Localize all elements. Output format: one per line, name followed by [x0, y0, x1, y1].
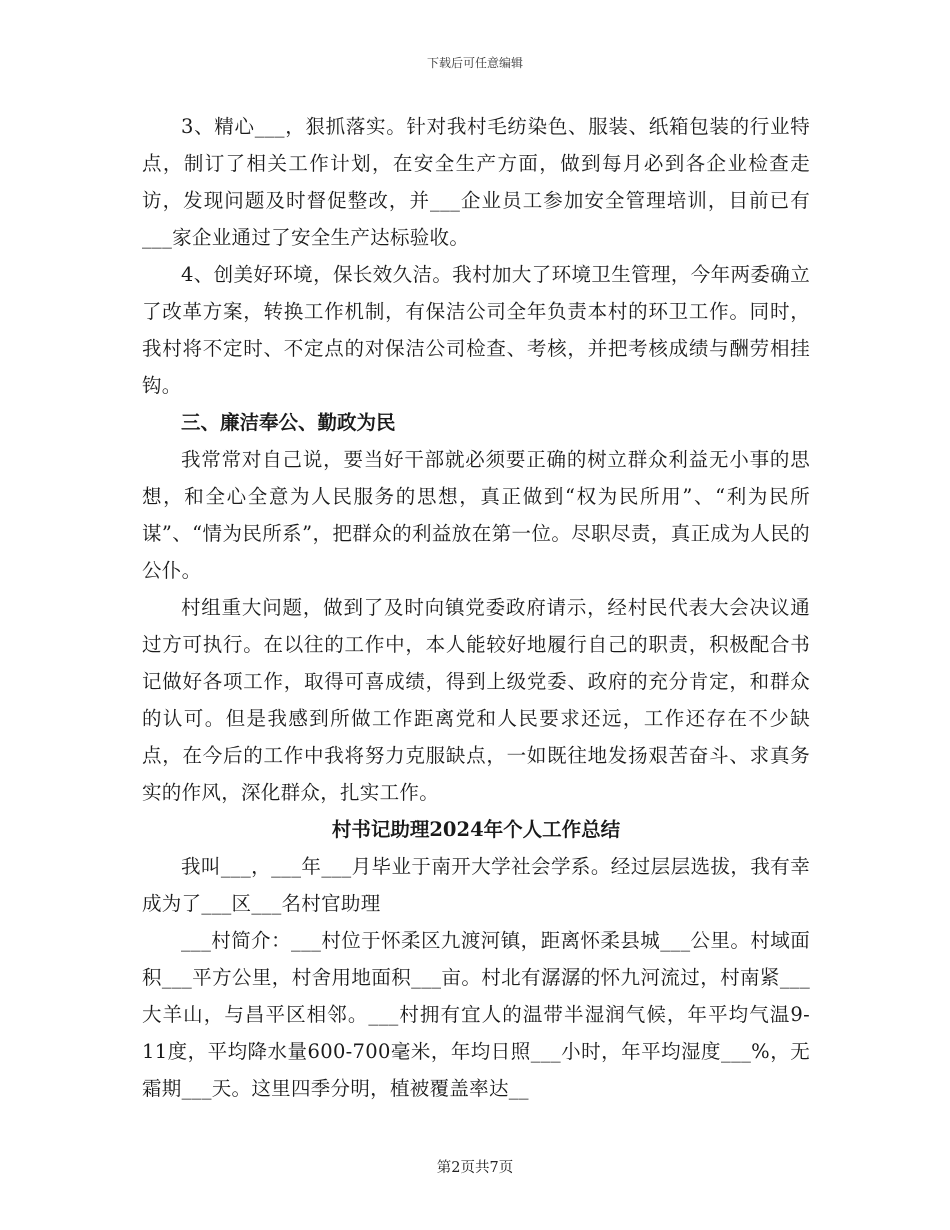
- paragraph-major-issues: 村组重大问题，做到了及时向镇党委政府请示，经村民代表大会决议通过方可执行。在以往的工作中，本人能较好地履行自己的职责，积极配合书记做好各项工作，取得可喜成绩，得到上级党委、政府的充分肯定，和群众的认可。但是我感到所做工作距离党和人民要求还远，工作还存在不少缺点，在今后的工作中我将努力克服缺点，一如既往地发扬艰苦奋斗、求真务实的作风，深化群众，扎实工作。: [142, 596, 810, 804]
- document-title: 村书记助理2024年个人工作总结: [331, 818, 621, 841]
- paragraph-self-intro: 我叫___，___年___月毕业于南开大学社会学系。经过层层选拔，我有幸成为了___区___名村官助理: [142, 855, 810, 915]
- header-note: 下载后可任意编辑: [426, 56, 523, 70]
- paragraph-village-intro: ___村简介：___村位于怀柔区九渡河镇，距离怀柔县城___公里。村域面积___平方公里，村舍用地面积___亩。村北有潺潺的怀九河流过，村南紧___大羊山，与昌平区相邻。___村拥有宜人的温带半湿润气候，年平均气温9-11度，平均降水量600-700毫米，年均日照___小时，年平均湿度___%，无霜期___天。这里四季分明，植被覆盖率达__: [142, 929, 810, 1100]
- document-body: [142, 108, 810, 1107]
- section-heading-integrity: 三、廉洁奉公、勤政为民: [181, 411, 396, 434]
- page-number: 第2页共7页: [436, 1160, 514, 1176]
- paragraph-environment: 4、创美好环境，保长效久洁。我村加大了环境卫生管理，今年两委确立了改革方案，转换工作机制，有保洁公司全年负责本村的环卫工作。同时，我村将不定时、不定点的对保洁公司检查、考核，并把考核成绩与酬劳相挂钩。: [142, 263, 810, 397]
- paragraph-safety-production: 3、精心___，狠抓落实。针对我村毛纺染色、服装、纸箱包装的行业特点，制订了相关工作计划，在安全生产方面，做到每月必到各企业检查走访，发现问题及时督促整改，并___企业员工参加安全管理培训，目前已有___家企业通过了安全生产达标验收。: [142, 115, 810, 249]
- paragraph-serve-people: 我常常对自己说，要当好干部就必须要正确的树立群众利益无小事的思想，和全心全意为人民服务的思想，真正做到“权为民所用”、“利为民所谋”、“情为民所系”，把群众的利益放在第一位。尽职尽责，真正成为人民的公仆。: [142, 448, 810, 582]
